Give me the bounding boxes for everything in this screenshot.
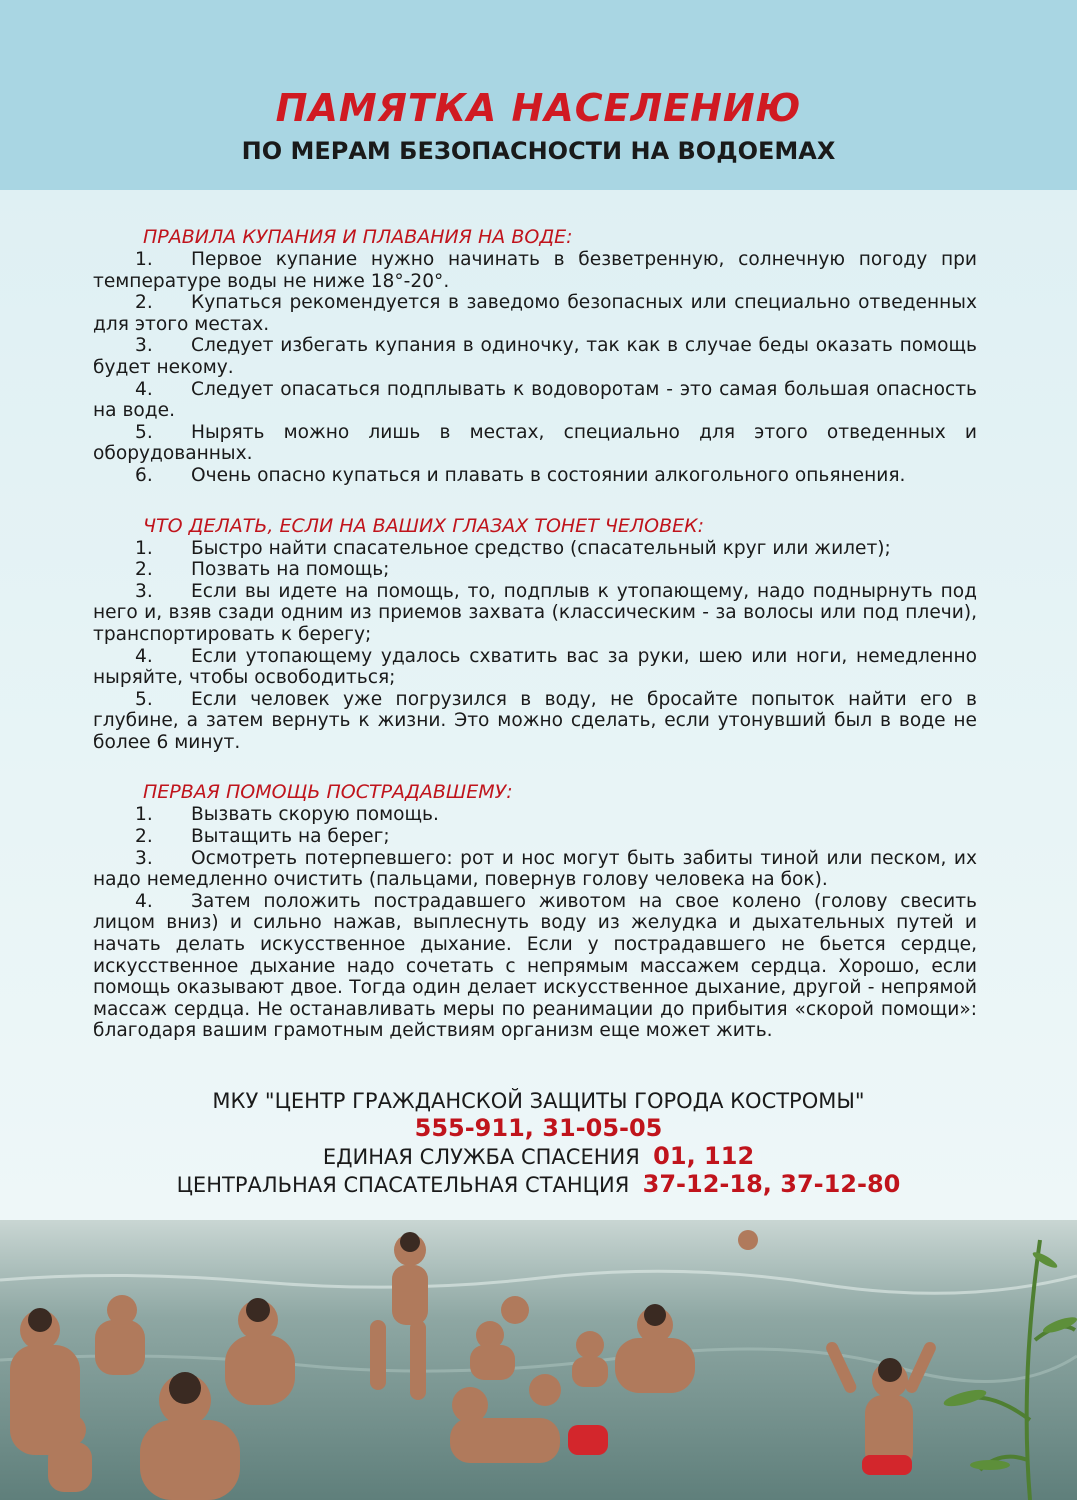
rescue-service-phones: 01, 112	[653, 1142, 755, 1170]
rescue-station-phones: 37-12-18, 37-12-80	[642, 1170, 901, 1198]
section-first-aid	[93, 780, 977, 1042]
rescue-service-label: ЕДИНАЯ СЛУЖБА СПАСЕНИЯ	[322, 1145, 640, 1169]
org-phones: 555-911, 31-05-05	[414, 1114, 663, 1142]
list-item: 4. Если утопающему удалось схватить вас за руки, шею или ноги, немедленно ныряйте, чтобы освободиться;	[93, 645, 977, 689]
section-title: ПРАВИЛА КУПАНИЯ И ПЛАВАНИЯ НА ВОДЕ:	[143, 226, 573, 248]
list-item: 1. Первое купание нужно начинать в безветренную, солнечную погоду при температуре воды не ниже 18°-20°.	[93, 249, 977, 292]
section-title: ЧТО ДЕЛАТЬ, ЕСЛИ НА ВАШИХ ГЛАЗАХ ТОНЕТ ЧЕЛОВЕК:	[143, 514, 705, 537]
list-item: 2. Вытащить на берег;	[135, 826, 390, 848]
list-item: 6. Очень опасно купаться и плавать в состоянии алкогольного опьянения.	[135, 464, 906, 486]
rules-content	[93, 225, 977, 1069]
list-item: 4. Следует опасаться подплывать к водоворотам - это самая большая опасность на воде.	[93, 378, 977, 422]
list-item: 2. Позвать на помощь;	[135, 559, 390, 581]
photo-illustration	[0, 1220, 1077, 1500]
section-drowning-help	[93, 514, 977, 754]
list-item: 3. Следует избегать купания в одиночку, так как в случае беды оказать помощь будет некому.	[93, 335, 977, 378]
list-item: 3. Если вы идете на помощь, то, подплыв к утопающему, надо поднырнуть под него и, взяв сзади одним из приемов захвата (классическим - за волосы или под плечи), транспортировать к берегу;	[93, 580, 977, 645]
rescue-station-label: ЦЕНТРАЛЬНАЯ СПАСАТЕЛЬНАЯ СТАНЦИЯ	[176, 1173, 630, 1197]
list-item: 5. Если человек уже погрузился в воду, не бросайте попыток найти его в глубине, а затем вернуть к жизни. Это можно сделать, если утонувший был в воде не более 6 минут.	[93, 688, 977, 753]
section-bathing-rules	[93, 225, 977, 487]
page-title: ПАМЯТКА НАСЕЛЕНИЮ	[275, 86, 802, 130]
list-item: 4. Затем положить пострадавшего животом на свое колено (голову свесить лицом вниз) и сильно нажав, выплеснуть воду из желудка и дыхательных путей и начать делать искусственное дыхание. Если у пострадавшего не бьется сердце, искусственное дыхание надо сочетать с непрямым массажем сердца. Хорошо, если помощь оказывают двое. Тогда один делает искусственное дыхание, другой - непрямой массаж сердца. Не останавливать меры по реанимации до прибытия «скорой помощи»: благодаря вашим грамотным действиям организм еще может жить.	[93, 890, 977, 1042]
list-item: 2. Купаться рекомендуется в заведомо безопасных или специально отведенных для этого местах.	[93, 292, 977, 335]
section-title: ПЕРВАЯ ПОМОЩЬ ПОСТРАДАВШЕМУ:	[143, 781, 513, 804]
swimming-people-photo	[0, 1220, 1077, 1500]
page-subtitle: ПО МЕРАМ БЕЗОПАСНОСТИ НА ВОДОЕМАХ	[241, 137, 836, 165]
list-item: 1. Быстро найти спасательное средство (спасательный круг или жилет);	[135, 537, 891, 559]
contacts-footer	[0, 1088, 1077, 1199]
list-item: 1. Вызвать скорую помощь.	[135, 804, 439, 826]
list-item: 3. Осмотреть потерпевшего: рот и нос могут быть забиты тиной или песком, их надо немедленно очистить (пальцами, повернув голову человека на бок).	[93, 847, 977, 891]
list-item: 5. Нырять можно лишь в местах, специально для этого отведенных и оборудованных.	[93, 421, 977, 465]
org-name: МКУ "ЦЕНТР ГРАЖДАНСКОЙ ЗАЩИТЫ ГОРОДА КОСТРОМЫ"	[212, 1089, 865, 1113]
